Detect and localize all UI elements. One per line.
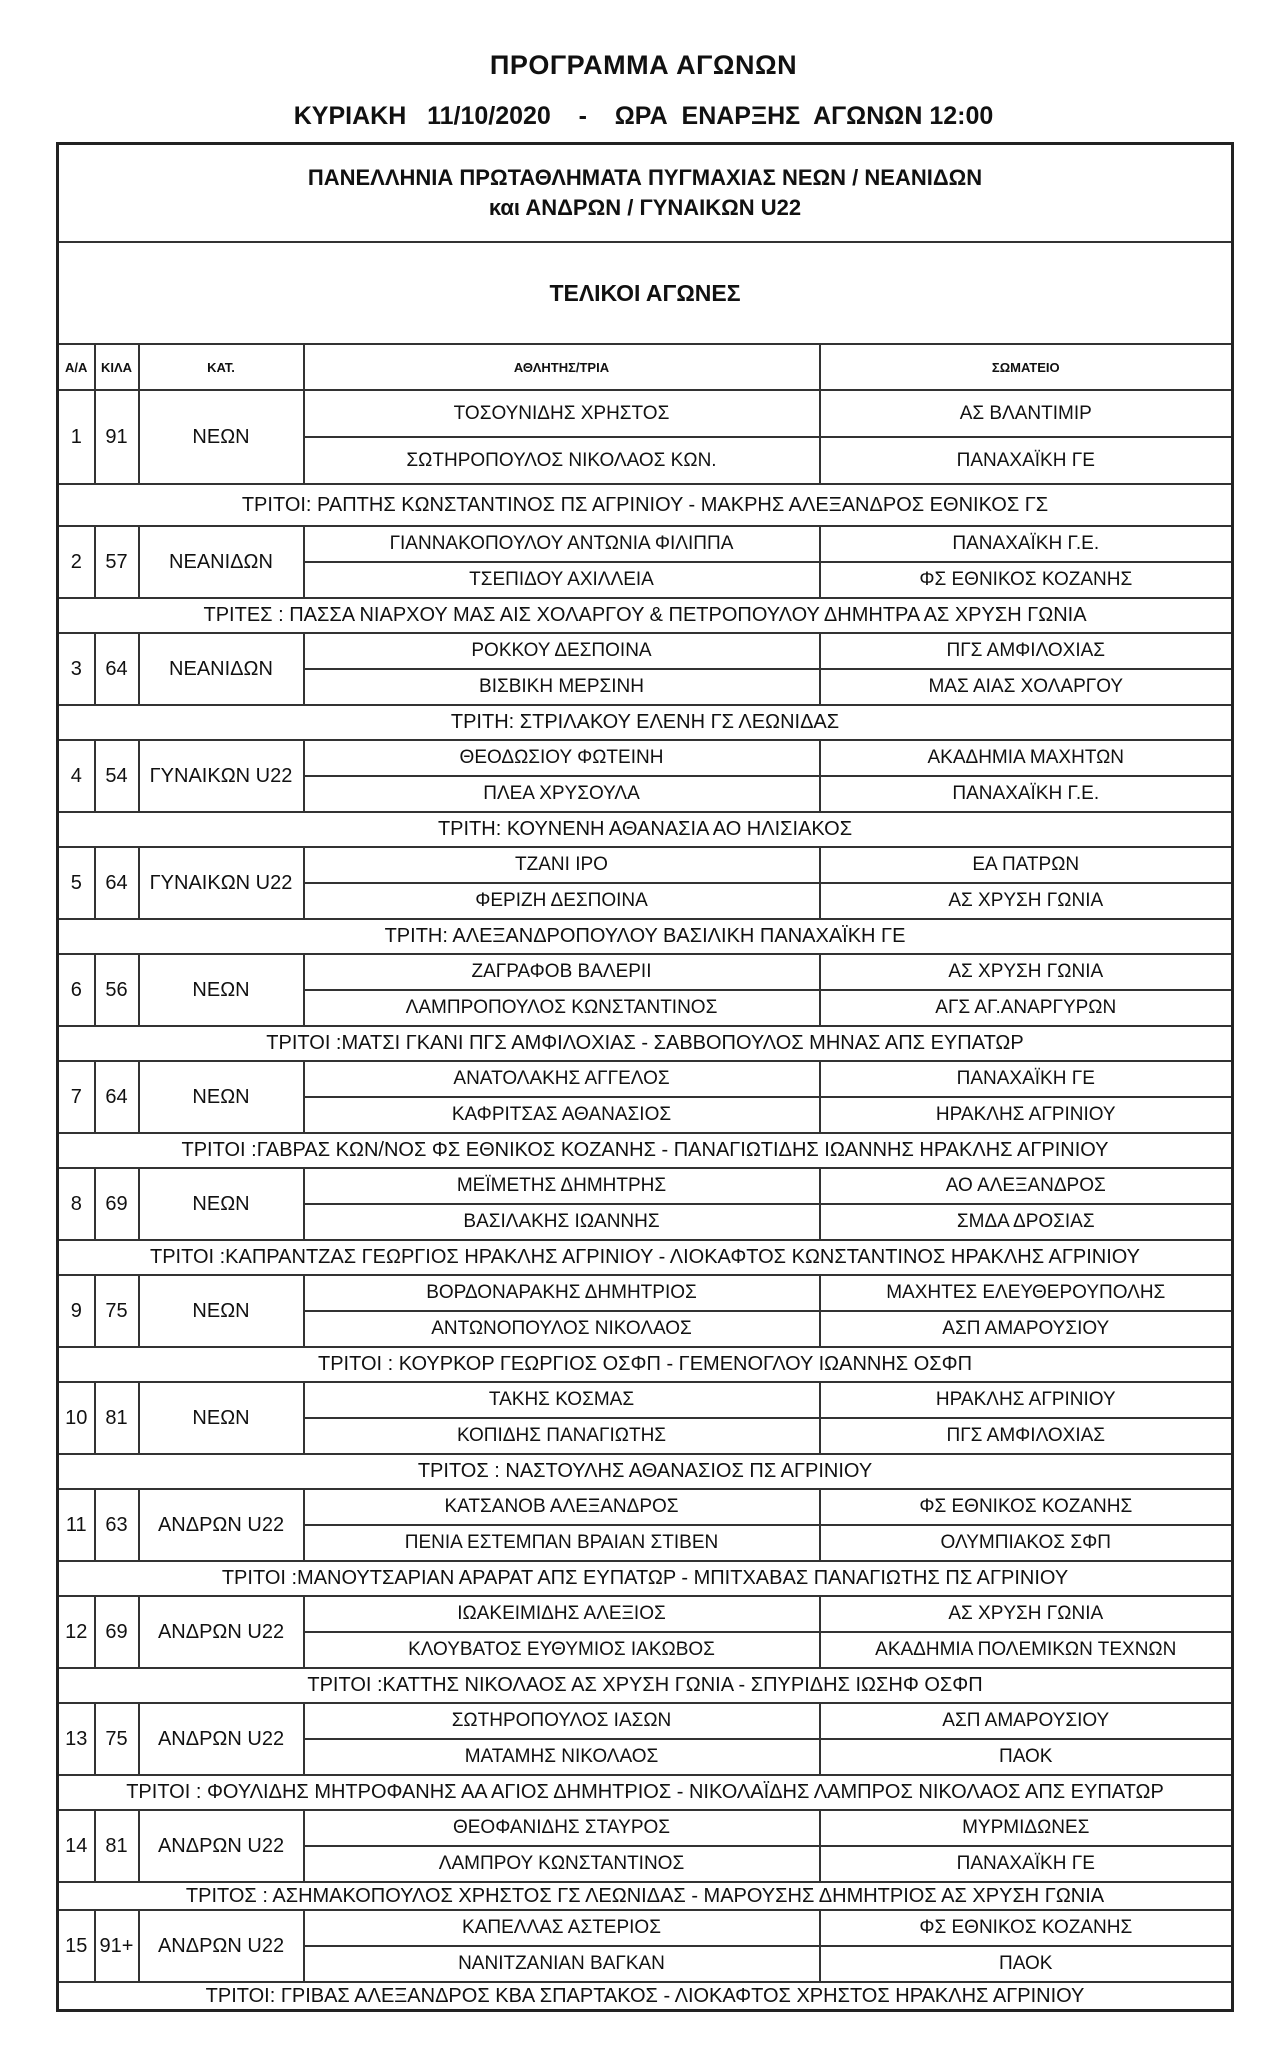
bout-row bbox=[58, 1382, 1233, 1418]
club-2: ΠΑΟΚ bbox=[820, 1739, 1233, 1775]
athlete-2: ΛΑΜΠΡΟΠΟΥΛΟΣ ΚΩΝΣΤΑΝΤΙΝΟΣ bbox=[304, 990, 820, 1026]
third-place: ΤΡΙΤΟΙ : ΚΟΥΡΚΟΡ ΓΕΩΡΓΙΟΣ ΟΣΦΠ - ΓΕΜΕΝΟΓΛΟΥ ΙΩΑΝΝΗΣ ΟΣΦΠ bbox=[58, 1347, 1233, 1382]
bout-row bbox=[58, 526, 1233, 562]
bout-row bbox=[58, 1703, 1233, 1739]
athlete-1: ΖΑΓΡΑΦΟΒ ΒΑΛΕΡΙΙ bbox=[304, 954, 820, 990]
club-2: ΠΑΝΑΧΑΪΚΗ ΓΕ bbox=[820, 437, 1233, 484]
third-place-row bbox=[58, 1133, 1233, 1168]
athlete-1: ΑΝΑΤΟΛΑΚΗΣ ΑΓΓΕΛΟΣ bbox=[304, 1061, 820, 1097]
bout-number: 2 bbox=[58, 526, 95, 598]
bout-category: ΝΕΩΝ bbox=[139, 1275, 304, 1347]
third-place-row bbox=[58, 1982, 1233, 2011]
championship-cell bbox=[58, 144, 1233, 243]
athlete-2: ΦΕΡΙΖΗ ΔΕΣΠΟΙΝΑ bbox=[304, 883, 820, 919]
third-place: ΤΡΙΤΟΙ: ΡΑΠΤΗΣ ΚΩΝΣΤΑΝΤΙΝΟΣ ΠΣ ΑΓΡΙΝΙΟΥ - ΜΑΚΡΗΣ ΑΛΕΞΑΝΔΡΟΣ ΕΘΝΙΚΟΣ ΓΣ bbox=[58, 484, 1233, 526]
bout-category: ΝΕΩΝ bbox=[139, 954, 304, 1026]
athlete-2: ΜΑΤΑΜΗΣ ΝΙΚΟΛΑΟΣ bbox=[304, 1739, 820, 1775]
athlete-2: ΝΑΝΙΤΖΑΝΙΑΝ ΒΑΓΚΑΝ bbox=[304, 1946, 820, 1982]
bout-weight: 81 bbox=[95, 1810, 139, 1882]
club-2: ΣΜΔΑ ΔΡΟΣΙΑΣ bbox=[820, 1204, 1233, 1240]
third-place-row bbox=[58, 1454, 1233, 1489]
third-place-row bbox=[58, 1668, 1233, 1703]
bout-number: 15 bbox=[58, 1910, 95, 1982]
third-place: ΤΡΙΤΟΙ :ΚΑΤΤΗΣ ΝΙΚΟΛΑΟΣ ΑΣ ΧΡΥΣΗ ΓΩΝΙΑ - ΣΠΥΡΙΔΗΣ ΙΩΣΗΦ ΟΣΦΠ bbox=[58, 1668, 1233, 1703]
bout-row bbox=[58, 1910, 1233, 1946]
athlete-1: ΤΖΑΝΙ ΙΡΟ bbox=[304, 847, 820, 883]
third-place: ΤΡΙΤΗ: ΚΟΥΝΕΝΗ ΑΘΑΝΑΣΙΑ ΑΟ ΗΛΙΣΙΑΚΟΣ bbox=[58, 812, 1233, 847]
club-1: ΠΑΝΑΧΑΪΚΗ ΓΕ bbox=[820, 1061, 1233, 1097]
bout-row bbox=[58, 740, 1233, 776]
club-1: ΑΟ ΑΛΕΞΑΝΔΡΟΣ bbox=[820, 1168, 1233, 1204]
third-place: ΤΡΙΤΟΣ : ΑΣΗΜΑΚΟΠΟΥΛΟΣ ΧΡΗΣΤΟΣ ΓΣ ΛΕΩΝΙΔΑΣ - ΜΑΡΟΥΣΗΣ ΔΗΜΗΤΡΙΟΣ ΑΣ ΧΡΥΣΗ ΓΩΝΙΑ bbox=[58, 1882, 1233, 1910]
column-header-kg: ΚΙΛΑ bbox=[95, 344, 139, 390]
section-row bbox=[58, 242, 1233, 344]
club-2: ΑΚΑΔΗΜΙΑ ΠΟΛΕΜΙΚΩΝ ΤΕΧΝΩΝ bbox=[820, 1632, 1233, 1668]
athlete-1: ΘΕΟΔΩΣΙΟΥ ΦΩΤΕΙΝΗ bbox=[304, 740, 820, 776]
athlete-2: ΠΛΕΑ ΧΡΥΣΟΥΛΑ bbox=[304, 776, 820, 812]
club-1: ΑΣ ΒΛΑΝΤΙΜΙΡ bbox=[820, 390, 1233, 437]
club-2: ΠΑΝΑΧΑΪΚΗ Γ.Ε. bbox=[820, 776, 1233, 812]
bout-row bbox=[58, 1810, 1233, 1846]
athlete-2: ΚΟΠΙΔΗΣ ΠΑΝΑΓΙΩΤΗΣ bbox=[304, 1418, 820, 1454]
bout-number: 9 bbox=[58, 1275, 95, 1347]
athlete-1: ΤΑΚΗΣ ΚΟΣΜΑΣ bbox=[304, 1382, 820, 1418]
column-header-row bbox=[58, 344, 1233, 390]
bout-row bbox=[58, 633, 1233, 669]
club-2: ΠΓΣ ΑΜΦΙΛΟΧΙΑΣ bbox=[820, 1418, 1233, 1454]
club-1: ΑΣ ΧΡΥΣΗ ΓΩΝΙΑ bbox=[820, 954, 1233, 990]
club-1: ΜΑΧΗΤΕΣ ΕΛΕΥΘΕΡΟΥΠΟΛΗΣ bbox=[820, 1275, 1233, 1311]
bout-weight: 64 bbox=[95, 1061, 139, 1133]
club-2: ΗΡΑΚΛΗΣ ΑΓΡΙΝΙΟΥ bbox=[820, 1097, 1233, 1133]
column-header-category: ΚΑΤ. bbox=[139, 344, 304, 390]
third-place-row bbox=[58, 705, 1233, 740]
bout-number: 12 bbox=[58, 1596, 95, 1668]
third-place: ΤΡΙΤΗ: ΑΛΕΞΑΝΔΡΟΠΟΥΛΟΥ ΒΑΣΙΛΙΚΗ ΠΑΝΑΧΑΪΚΗ ΓΕ bbox=[58, 919, 1233, 954]
bout-row bbox=[58, 1061, 1233, 1097]
bout-number: 4 bbox=[58, 740, 95, 812]
third-place-row bbox=[58, 1882, 1233, 1910]
bout-number: 7 bbox=[58, 1061, 95, 1133]
bout-weight: 63 bbox=[95, 1489, 139, 1561]
athlete-2: ΠΕΝΙΑ ΕΣΤΕΜΠΑΝ ΒΡΑΙΑΝ ΣΤΙΒΕΝ bbox=[304, 1525, 820, 1561]
athlete-1: ΤΟΣΟΥΝΙΔΗΣ ΧΡΗΣΤΟΣ bbox=[304, 390, 820, 437]
section-title: ΤΕΛΙΚΟΙ ΑΓΩΝΕΣ bbox=[58, 242, 1233, 344]
bout-category: ΑΝΔΡΩΝ U22 bbox=[139, 1489, 304, 1561]
third-place-row bbox=[58, 1347, 1233, 1382]
club-1: ΑΚΑΔΗΜΙΑ ΜΑΧΗΤΩΝ bbox=[820, 740, 1233, 776]
bout-category: ΝΕΩΝ bbox=[139, 1061, 304, 1133]
club-2: ΜΑΣ ΑΙΑΣ ΧΟΛΑΡΓΟΥ bbox=[820, 669, 1233, 705]
bout-weight: 81 bbox=[95, 1382, 139, 1454]
bout-category: ΑΝΔΡΩΝ U22 bbox=[139, 1596, 304, 1668]
bout-weight: 56 bbox=[95, 954, 139, 1026]
athlete-2: ΚΛΟΥΒΑΤΟΣ ΕΥΘΥΜΙΟΣ ΙΑΚΩΒΟΣ bbox=[304, 1632, 820, 1668]
bout-number: 6 bbox=[58, 954, 95, 1026]
club-2: ΠΑΝΑΧΑΪΚΗ ΓΕ bbox=[820, 1846, 1233, 1882]
third-place: ΤΡΙΤΟΙ: ΓΡΙΒΑΣ ΑΛΕΞΑΝΔΡΟΣ ΚΒΑ ΣΠΑΡΤΑΚΟΣ - ΛΙΟΚΑΦΤΟΣ ΧΡΗΣΤΟΣ ΗΡΑΚΛΗΣ ΑΓΡΙΝΙΟΥ bbox=[58, 1982, 1233, 2011]
bout-number: 10 bbox=[58, 1382, 95, 1454]
championship-subtitle: και ΑΝΔΡΩΝ / ΓΥΝΑΙΚΩΝ U22 bbox=[488, 195, 802, 220]
athlete-1: ΙΩΑΚΕΙΜΙΔΗΣ ΑΛΕΞΙΟΣ bbox=[304, 1596, 820, 1632]
column-header-athlete: ΑΘΛΗΤΗΣ/ΤΡΙΑ bbox=[304, 344, 820, 390]
bout-category: ΑΝΔΡΩΝ U22 bbox=[139, 1810, 304, 1882]
bout-category: ΝΕΩΝ bbox=[139, 390, 304, 484]
bout-row bbox=[58, 390, 1233, 437]
club-1: ΠΑΝΑΧΑΪΚΗ Γ.Ε. bbox=[820, 526, 1233, 562]
bout-row bbox=[58, 1168, 1233, 1204]
bout-row bbox=[58, 847, 1233, 883]
athlete-1: ΚΑΠΕΛΛΑΣ ΑΣΤΕΡΙΟΣ bbox=[304, 1910, 820, 1946]
bout-category: ΝΕΩΝ bbox=[139, 1168, 304, 1240]
third-place-row bbox=[58, 484, 1233, 526]
third-place: ΤΡΙΤΟΙ :ΜΑΤΣΙ ΓΚΑΝΙ ΠΓΣ ΑΜΦΙΛΟΧΙΑΣ - ΣΑΒΒΟΠΟΥΛΟΣ ΜΗΝΑΣ ΑΠΣ ΕΥΠΑΤΩΡ bbox=[58, 1026, 1233, 1061]
bout-category: ΑΝΔΡΩΝ U22 bbox=[139, 1703, 304, 1775]
third-place: ΤΡΙΤΟΙ : ΦΟΥΛΙΔΗΣ ΜΗΤΡΟΦΑΝΗΣ ΑΑ ΑΓΙΟΣ ΔΗΜΗΤΡΙΟΣ - ΝΙΚΟΛΑΪΔΗΣ ΛΑΜΠΡΟΣ ΝΙΚΟΛΑΟΣ ΑΠΣ ΕΥΠΑΤΩΡ bbox=[58, 1775, 1233, 1810]
athlete-1: ΜΕΪΜΕΤΗΣ ΔΗΜΗΤΡΗΣ bbox=[304, 1168, 820, 1204]
athlete-2: ΣΩΤΗΡΟΠΟΥΛΟΣ ΝΙΚΟΛΑΟΣ ΚΩΝ. bbox=[304, 437, 820, 484]
third-place-row bbox=[58, 919, 1233, 954]
athlete-1: ΡΟΚΚΟΥ ΔΕΣΠΟΙΝΑ bbox=[304, 633, 820, 669]
bout-weight: 75 bbox=[95, 1703, 139, 1775]
bout-weight: 57 bbox=[95, 526, 139, 598]
bout-weight: 54 bbox=[95, 740, 139, 812]
club-2: ΑΣ ΧΡΥΣΗ ΓΩΝΙΑ bbox=[820, 883, 1233, 919]
club-1: ΠΓΣ ΑΜΦΙΛΟΧΙΑΣ bbox=[820, 633, 1233, 669]
bout-category: ΝΕΩΝ bbox=[139, 1382, 304, 1454]
bout-weight: 64 bbox=[95, 847, 139, 919]
column-header-no: Α/Α bbox=[58, 344, 95, 390]
schedule-body bbox=[58, 144, 1233, 2011]
club-2: ΦΣ ΕΘΝΙΚΟΣ ΚΟΖΑΝΗΣ bbox=[820, 562, 1233, 598]
page-subtitle: ΚΥΡΙΑΚΗ 11/10/2020 - ΩΡΑ ΕΝΑΡΞΗΣ ΑΓΩΝΩΝ 12:00 bbox=[293, 102, 994, 130]
bout-category: ΓΥΝΑΙΚΩΝ U22 bbox=[139, 847, 304, 919]
bout-number: 8 bbox=[58, 1168, 95, 1240]
bout-row bbox=[58, 1275, 1233, 1311]
bout-weight: 91+ bbox=[95, 1910, 139, 1982]
third-place: ΤΡΙΤΟΙ :ΜΑΝΟΥΤΣΑΡΙΑΝ ΑΡΑΡΑΤ ΑΠΣ ΕΥΠΑΤΩΡ - ΜΠΙΤΧΑΒΑΣ ΠΑΝΑΓΙΩΤΗΣ ΠΣ ΑΓΡΙΝΙΟΥ bbox=[58, 1561, 1233, 1596]
athlete-2: ΛΑΜΠΡΟΥ ΚΩΝΣΤΑΝΤΙΝΟΣ bbox=[304, 1846, 820, 1882]
third-place: ΤΡΙΤΕΣ : ΠΑΣΣΑ ΝΙΑΡΧΟΥ ΜΑΣ ΑΙΣ ΧΟΛΑΡΓΟΥ & ΠΕΤΡΟΠΟΥΛΟΥ ΔΗΜΗΤΡΑ ΑΣ ΧΡΥΣΗ ΓΩΝΙΑ bbox=[58, 598, 1233, 633]
athlete-2: ΤΣΕΠΙΔΟΥ ΑΧΙΛΛΕΙΑ bbox=[304, 562, 820, 598]
club-1: ΑΣ ΧΡΥΣΗ ΓΩΝΙΑ bbox=[820, 1596, 1233, 1632]
bout-category: ΑΝΔΡΩΝ U22 bbox=[139, 1910, 304, 1982]
third-place-row bbox=[58, 1240, 1233, 1275]
athlete-1: ΒΟΡΔΟΝΑΡΑΚΗΣ ΔΗΜΗΤΡΙΟΣ bbox=[304, 1275, 820, 1311]
bout-weight: 69 bbox=[95, 1168, 139, 1240]
bout-weight: 75 bbox=[95, 1275, 139, 1347]
bout-category: ΝΕΑΝΙΔΩΝ bbox=[139, 526, 304, 598]
club-1: ΦΣ ΕΘΝΙΚΟΣ ΚΟΖΑΝΗΣ bbox=[820, 1910, 1233, 1946]
championship-row bbox=[58, 144, 1233, 243]
bout-weight: 64 bbox=[95, 633, 139, 705]
bout-number: 1 bbox=[58, 390, 95, 484]
bout-number: 14 bbox=[58, 1810, 95, 1882]
club-2: ΑΓΣ ΑΓ.ΑΝΑΡΓΥΡΩΝ bbox=[820, 990, 1233, 1026]
club-1: ΜΥΡΜΙΔΩΝΕΣ bbox=[820, 1810, 1233, 1846]
schedule-table bbox=[56, 142, 1234, 2012]
club-1: ΑΣΠ ΑΜΑΡΟΥΣΙΟΥ bbox=[820, 1703, 1233, 1739]
athlete-1: ΚΑΤΣΑΝΟΒ ΑΛΕΞΑΝΔΡΟΣ bbox=[304, 1489, 820, 1525]
bout-category: ΓΥΝΑΙΚΩΝ U22 bbox=[139, 740, 304, 812]
athlete-1: ΣΩΤΗΡΟΠΟΥΛΟΣ ΙΑΣΩΝ bbox=[304, 1703, 820, 1739]
athlete-1: ΓΙΑΝΝΑΚΟΠΟΥΛΟΥ ΑΝΤΩΝΙΑ ΦΙΛΙΠΠΑ bbox=[304, 526, 820, 562]
athlete-2: ΒΑΣΙΛΑΚΗΣ ΙΩΑΝΝΗΣ bbox=[304, 1204, 820, 1240]
bout-row bbox=[58, 954, 1233, 990]
third-place: ΤΡΙΤΟΙ :ΓΑΒΡΑΣ ΚΩΝ/ΝΟΣ ΦΣ ΕΘΝΙΚΟΣ ΚΟΖΑΝΗΣ - ΠΑΝΑΓΙΩΤΙΔΗΣ ΙΩΑΝΝΗΣ ΗΡΑΚΛΗΣ ΑΓΡΙΝΙΟΥ bbox=[58, 1133, 1233, 1168]
bout-weight: 69 bbox=[95, 1596, 139, 1668]
athlete-2: ΚΑΦΡΙΤΣΑΣ ΑΘΑΝΑΣΙΟΣ bbox=[304, 1097, 820, 1133]
bout-category: ΝΕΑΝΙΔΩΝ bbox=[139, 633, 304, 705]
club-2: ΟΛΥΜΠΙΑΚΟΣ ΣΦΠ bbox=[820, 1525, 1233, 1561]
club-1: ΦΣ ΕΘΝΙΚΟΣ ΚΟΖΑΝΗΣ bbox=[820, 1489, 1233, 1525]
club-1: ΗΡΑΚΛΗΣ ΑΓΡΙΝΙΟΥ bbox=[820, 1382, 1233, 1418]
column-header-club: ΣΩΜΑΤΕΙΟ bbox=[820, 344, 1233, 390]
bout-number: 13 bbox=[58, 1703, 95, 1775]
third-place: ΤΡΙΤΟΙ :ΚΑΠΡΑΝΤΖΑΣ ΓΕΩΡΓΙΟΣ ΗΡΑΚΛΗΣ ΑΓΡΙΝΙΟΥ - ΛΙΟΚΑΦΤΟΣ ΚΩΝΣΤΑΝΤΙΝΟΣ ΗΡΑΚΛΗΣ ΑΓΡΙΝΙΟΥ bbox=[58, 1240, 1233, 1275]
athlete-2: ΑΝΤΩΝΟΠΟΥΛΟΣ ΝΙΚΟΛΑΟΣ bbox=[304, 1311, 820, 1347]
bout-weight: 91 bbox=[95, 390, 139, 484]
page-title: ΠΡΟΓΡΑΜΜΑ ΑΓΩΝΩΝ bbox=[489, 50, 798, 80]
third-place-row bbox=[58, 1026, 1233, 1061]
third-place-row bbox=[58, 1775, 1233, 1810]
bout-number: 3 bbox=[58, 633, 95, 705]
bout-number: 11 bbox=[58, 1489, 95, 1561]
third-place-row bbox=[58, 598, 1233, 633]
third-place-row bbox=[58, 1561, 1233, 1596]
club-2: ΑΣΠ ΑΜΑΡΟΥΣΙΟΥ bbox=[820, 1311, 1233, 1347]
championship-title: ΠΑΝΕΛΛΗΝΙΑ ΠΡΩΤΑΘΛΗΜΑΤΑ ΠΥΓΜΑΧΙΑΣ ΝΕΩΝ / ΝΕΑΝΙΔΩΝ bbox=[307, 165, 983, 190]
club-2: ΠΑΟΚ bbox=[820, 1946, 1233, 1982]
bout-row bbox=[58, 1596, 1233, 1632]
athlete-1: ΘΕΟΦΑΝΙΔΗΣ ΣΤΑΥΡΟΣ bbox=[304, 1810, 820, 1846]
bout-row bbox=[58, 1489, 1233, 1525]
athlete-2: ΒΙΣΒΙΚΗ ΜΕΡΣΙΝΗ bbox=[304, 669, 820, 705]
third-place: ΤΡΙΤΗ: ΣΤΡΙΛΑΚΟΥ ΕΛΕΝΗ ΓΣ ΛΕΩΝΙΔΑΣ bbox=[58, 705, 1233, 740]
third-place-row bbox=[58, 812, 1233, 847]
bout-number: 5 bbox=[58, 847, 95, 919]
club-1: ΕΑ ΠΑΤΡΩΝ bbox=[820, 847, 1233, 883]
third-place: ΤΡΙΤΟΣ : ΝΑΣΤΟΥΛΗΣ ΑΘΑΝΑΣΙΟΣ ΠΣ ΑΓΡΙΝΙΟΥ bbox=[58, 1454, 1233, 1489]
